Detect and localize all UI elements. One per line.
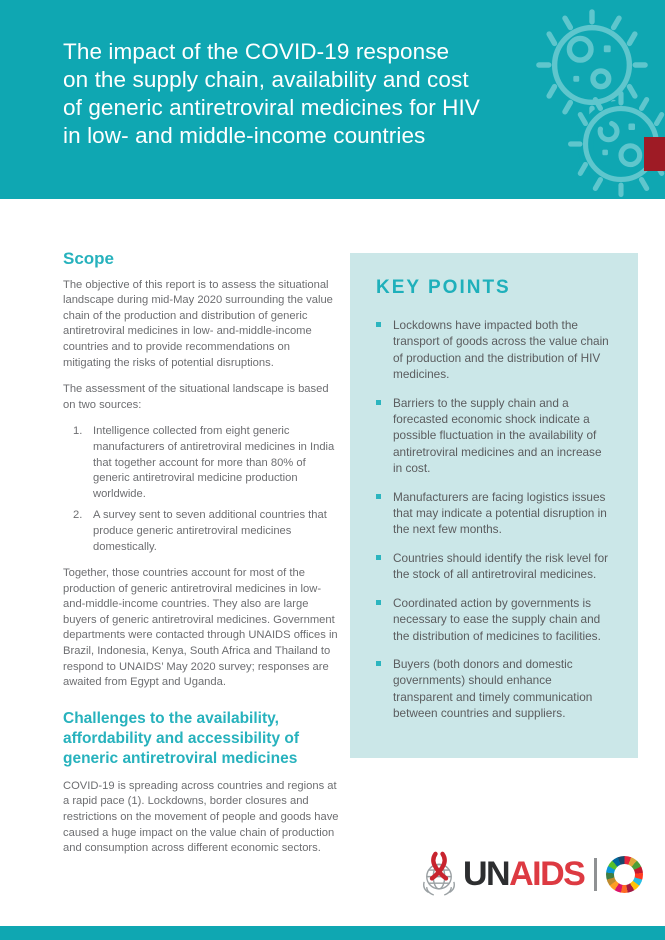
square-bullet-icon [376,322,381,327]
key-point [376,317,610,383]
key-point-text: Buyers (both donors and domestic governments) should enhance transparent and timely communication between countries and suppliers. [393,656,593,721]
unaids-logo [418,848,643,900]
key-point [376,656,610,722]
aids-ribbon-icon [432,854,446,879]
footer-teal-bar [0,926,665,940]
scope-heading: Scope [63,249,115,268]
key-points-heading: KEY POINTS [376,277,511,298]
scope-paragraph: Together, those countries account for most of the production of generic antiretroviral medicines in low- and-middle-income countries. They also are large buyers of generic antiretroviral medicines. Government departments were contacted through UNAIDS offices in Brazil, Indonesia, Kenya, South Africa and Thailand to respond to UNAIDS’ May 2020 survey; responses are awaited from Egypt and Uganda. [63,567,338,689]
challenges-heading: Challenges to the availability, affordability and accessibility of generic antiretroviral medicines [63,709,300,767]
logo-divider [594,858,597,891]
unaids-wordmark-un: UN [463,855,510,893]
square-bullet-icon [376,555,381,560]
key-point [376,550,610,583]
title-line: in low- and middle-income countries [63,123,426,148]
title-line: The impact of the COVID-19 response [63,39,450,64]
main-text-column [63,251,339,868]
title-line: on the supply chain, availability and cost [63,67,469,92]
key-point-text: Manufacturers are facing logistics issues that may indicate a potential disruption in the next few months. [393,489,607,537]
unaids-wordmark-aids: AIDS [509,855,585,893]
key-point-text: Lockdowns have impacted both the transport of goods across the value chain of production and the distribution of HIV medicines. [393,318,609,382]
list-item-number: 1. [73,425,83,438]
scope-paragraph: The assessment of the situational landscape is based on two sources: [63,383,329,411]
sdg-wheel-icon [606,856,643,893]
sources-list [63,424,339,555]
list-item [63,508,339,555]
key-point [376,595,610,644]
key-point-text: Barriers to the supply chain and a forecasted economic shock indicate a possible fluctuation in the availability of antiretroviral medicines and an increase in cost. [393,395,602,476]
unaids-wordmark [463,857,584,891]
key-point-text: Coordinated action by governments is necessary to ease the supply chain and the distribution of medicines to facilities. [393,595,601,643]
header-banner [0,0,665,199]
square-bullet-icon [376,400,381,405]
list-item-text: Intelligence collected from eight generic manufacturers of antiretroviral medicines in India that together account for more than 80% of generic antiretroviral medicine production worldwide. [93,425,335,500]
document-title [63,38,480,150]
scope-paragraph: The objective of this report is to assess the situational landscape during mid-May 2020 surrounding the value chain of the production and distribution of generic antiretroviral medicines in low- and-middle-income countries and to provide recommendations on mitigating the risks of potential disruptions. [63,278,333,369]
key-point [376,489,610,538]
square-bullet-icon [376,661,381,666]
list-item-text: A survey sent to seven additional countries that produce generic antiretroviral medicines domestically. [93,509,327,553]
square-bullet-icon [376,494,381,499]
un-emblem-icon [418,850,460,898]
key-point [376,395,610,477]
red-accent-square [644,137,665,171]
list-item-number: 2. [73,509,83,522]
title-line: of generic antiretroviral medicines for HIV [63,95,480,120]
key-point-text: Countries should identify the risk level for the stock of all antiretroviral medicines. [393,550,609,582]
square-bullet-icon [376,600,381,605]
key-points-box [350,253,638,758]
challenges-paragraph: COVID-19 is spreading across countries and regions at a rapid pace (1). Lockdowns, border closures and restrictions on the movement of people and goods have caused a huge impact on the value chain of production and consumption across different economic sectors. [63,779,339,855]
list-item [63,424,339,502]
